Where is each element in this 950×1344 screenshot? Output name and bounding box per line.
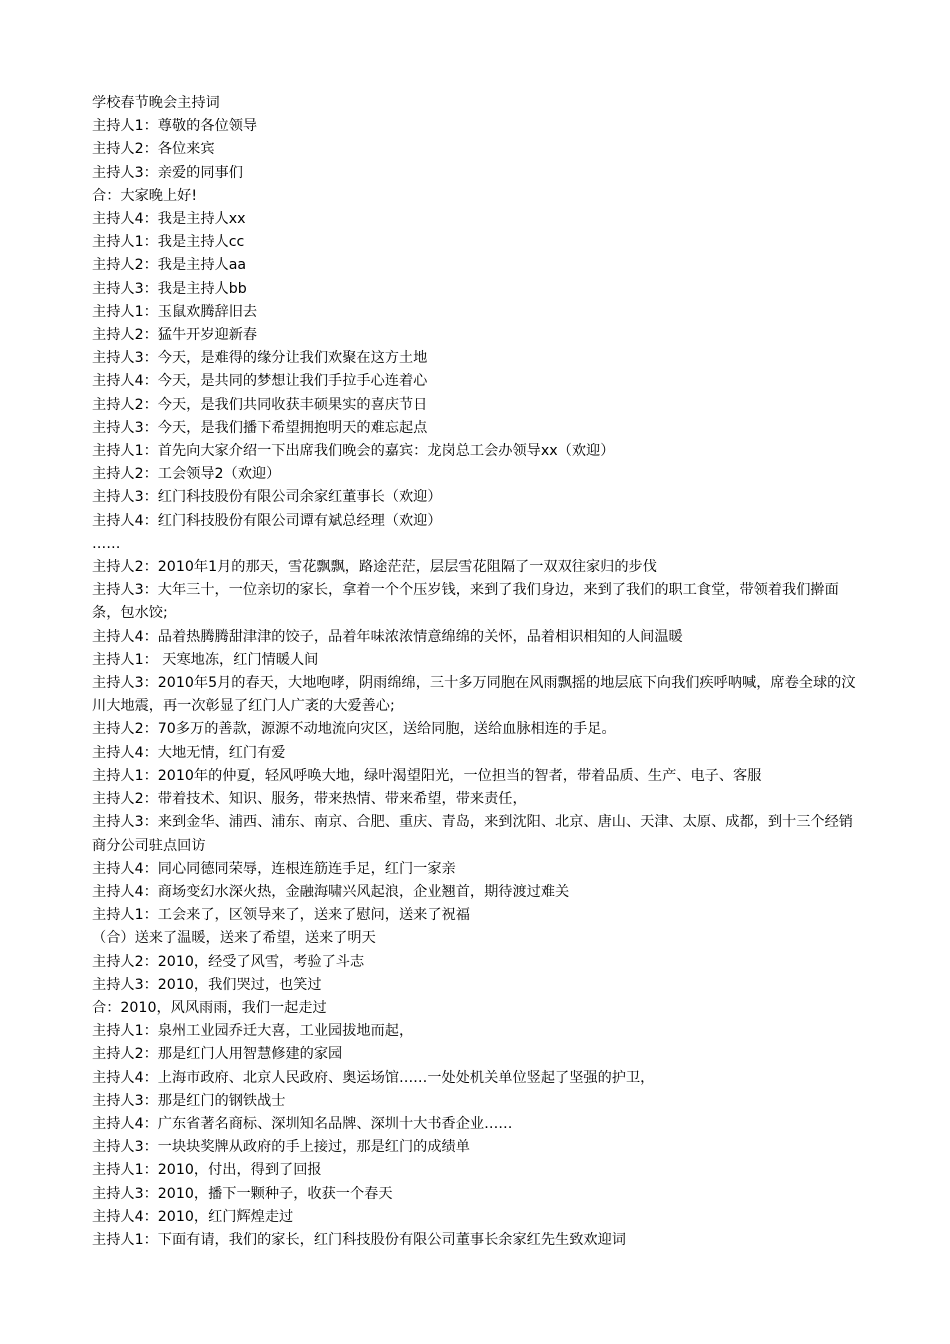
script-line: 主持人1：尊敬的各位领导: [92, 118, 258, 135]
script-line: 主持人4：我是主持人xx: [92, 211, 246, 228]
script-line: 主持人2：70多万的善款，源源不动地流向灾区，送给同胞，送给血脉相连的手足。: [92, 721, 616, 738]
script-line: 主持人2：带着技术、知识、服务，带来热情、带来希望，带来责任，: [92, 791, 527, 808]
document-page: [92, 92, 862, 1252]
script-line: 主持人1：泉州工业园乔迁大喜，工业园拔地而起，: [92, 1023, 414, 1040]
script-line: 主持人3：2010，我们哭过，也笑过: [92, 976, 322, 993]
script-line: 主持人1：2010，付出，得到了回报: [92, 1162, 322, 1179]
script-line: 主持人4：上海市政府、北京人民政府、奥运场馆……一处处机关单位竖起了坚强的护卫，: [92, 1069, 655, 1086]
script-line: 主持人1：首先向大家介绍一下出席我们晚会的嘉宾：龙岗总工会办领导xx（欢迎）: [92, 443, 615, 460]
script-line: 主持人4：商场变幻水深火热，金融海啸兴风起浪，企业翘首，期待渡过难关: [92, 883, 570, 900]
script-line: 主持人3：今天，是难得的缘分让我们欢聚在这方土地: [92, 350, 428, 367]
script-line: 主持人3：今天，是我们播下希望拥抱明天的难忘起点: [92, 419, 428, 436]
script-line: 主持人3：来到金华、浦西、浦东、南京、合肥、重庆、青岛，来到沈阳、北京、唐山、天津、太原、成都，到十三个经销商分公司驻点回访: [92, 814, 853, 854]
script-line: 主持人4：同心同德同荣辱，连根连筋连手足，红门一家亲: [92, 860, 456, 877]
script-line: 主持人4：红门科技股份有限公司谭有斌总经理（欢迎）: [92, 512, 442, 529]
script-line: 主持人1：玉鼠欢腾辞旧去: [92, 303, 258, 320]
script-line: 主持人4：今天，是共同的梦想让我们手拉手心连着心: [92, 373, 428, 390]
script-line: 主持人4：2010，红门辉煌走过: [92, 1208, 294, 1225]
script-line: 主持人3：那是红门的钢铁战士: [92, 1092, 286, 1109]
script-line: 主持人3：我是主持人bb: [92, 280, 247, 297]
script-line: 主持人1：工会来了，区领导来了，送来了慰问，送来了祝福: [92, 907, 470, 924]
script-line: 主持人1：2010年的仲夏，轻风呼唤大地，绿叶渴望阳光，一位担当的智者，带着品质、生产、电子、客服: [92, 767, 762, 784]
script-line: 主持人2：今天，是我们共同收获丰硕果实的喜庆节日: [92, 396, 428, 413]
script-line: 主持人1：我是主持人cc: [92, 234, 245, 251]
script-line: 主持人3：一块块奖牌从政府的手上接过，那是红门的成绩单: [92, 1139, 470, 1156]
script-line: 主持人1：下面有请，我们的家长，红门科技股份有限公司董事长余家红先生致欢迎词: [92, 1231, 626, 1248]
script-line: （合）送来了温暖，送来了希望，送来了明天: [92, 930, 376, 947]
script-line: 主持人4：大地无情，红门有爱: [92, 744, 286, 761]
script-line: 主持人2：2010，经受了风雪，考验了斗志: [92, 953, 365, 970]
script-line: 主持人2：各位来宾: [92, 141, 215, 158]
script-line: 主持人2：那是红门人用智慧修建的家园: [92, 1046, 343, 1063]
ellipsis-line: ……: [92, 535, 121, 552]
script-line: 合：大家晚上好!: [92, 187, 198, 204]
script-line: 主持人3：2010，播下一颗种子，收获一个春天: [92, 1185, 393, 1202]
script-line: 主持人2：我是主持人aa: [92, 257, 247, 274]
script-line: 主持人4：品着热腾腾甜津津的饺子，品着年味浓浓情意绵绵的关怀，品着相识相知的人间温暖: [92, 628, 683, 645]
script-line: 主持人3：大年三十，一位亲切的家长，拿着一个个压岁钱，来到了我们身边，来到了我们的职工食堂，带领着我们擀面条，包水饺;: [92, 582, 839, 622]
script-line: 主持人3：红门科技股份有限公司余家红董事长（欢迎）: [92, 489, 442, 506]
script-line: 主持人2：工会领导2（欢迎）: [92, 466, 281, 483]
script-line: 主持人1： 天寒地冻，红门情暖人间: [92, 651, 319, 668]
script-line: 主持人2：2010年1月的那天，雪花飘飘，路途茫茫，层层雪花阻隔了一双双往家归的步伐: [92, 559, 657, 576]
script-line: 主持人3：亲爱的同事们: [92, 164, 243, 181]
script-line: 主持人3：2010年5月的春天，大地咆哮，阴雨绵绵，三十多万同胞在风雨飘摇的地层底下向我们疾呼呐喊，席卷全球的汶川大地震，再一次彰显了红门人广袤的大爱善心;: [92, 675, 856, 715]
script-line: 合：2010，风风雨雨，我们一起走过: [92, 999, 327, 1016]
script-line: 主持人2：猛牛开岁迎新春: [92, 327, 258, 344]
script-line: 主持人4：广东省著名商标、深圳知名品牌、深圳十大书香企业……: [92, 1115, 513, 1132]
document-title: 学校春节晚会主持词: [92, 95, 220, 111]
